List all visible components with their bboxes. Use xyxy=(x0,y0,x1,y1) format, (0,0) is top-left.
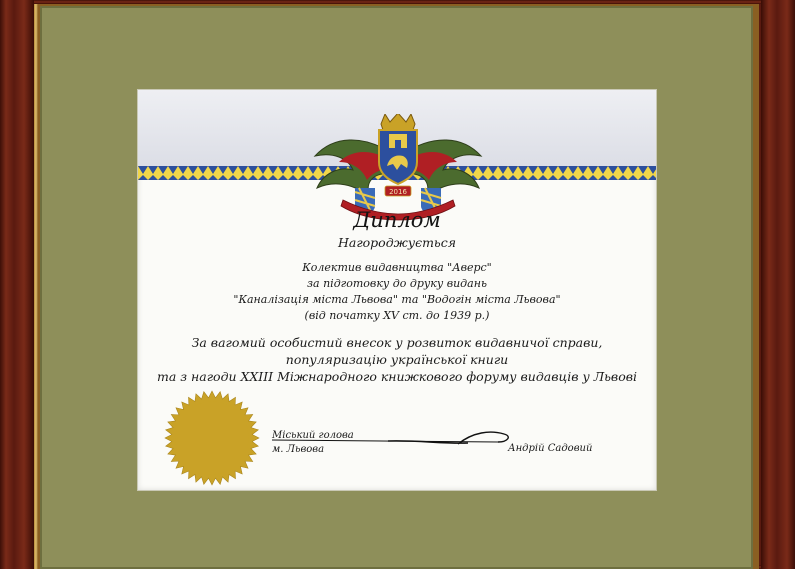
signatory-title-line: м. Львова xyxy=(272,444,325,455)
recipient-line: "Каналізація міста Львова" та "Водогін міста Львова" xyxy=(233,293,561,306)
diploma-paper xyxy=(138,90,656,490)
signatory-title-line: Міський голова xyxy=(272,430,354,441)
diploma-subtitle: Нагороджується xyxy=(337,235,457,250)
merit-block xyxy=(138,334,656,385)
recipient-line: (від початку XV ст. до 1939 р.) xyxy=(304,309,490,322)
lviv-coat-of-arms-icon xyxy=(293,114,503,222)
signatory-title xyxy=(272,429,354,457)
merit-line: та з нагоди XXIII Міжнародного книжкового форуму видавців у Львові xyxy=(156,369,638,384)
signatory-name: Андрій Садовий xyxy=(508,443,593,454)
diploma-title: Диплом xyxy=(353,208,441,232)
merit-line: популяризацію української книги xyxy=(285,352,509,367)
recipient-line: за підготовку до друку видань xyxy=(307,277,487,290)
recipient-line: Колектив видавництва "Аверс" xyxy=(302,261,492,274)
recipient-block xyxy=(138,260,656,324)
merit-line: За вагомий особистий внесок у розвиток видавничої справи, xyxy=(191,335,603,350)
year-badge: 2016 xyxy=(389,188,407,196)
gold-seal-icon xyxy=(164,390,260,486)
